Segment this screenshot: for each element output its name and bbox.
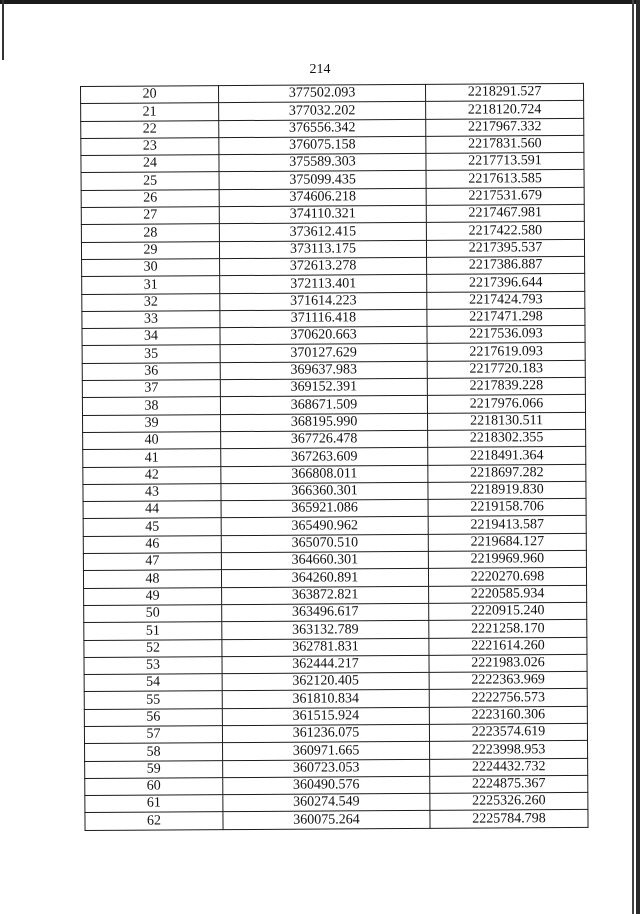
coordinates-table <box>80 83 589 831</box>
y-coordinate-cell: 2217467.981 <box>426 205 584 223</box>
x-coordinate-cell: 364260.891 <box>221 569 428 588</box>
point-number-cell: 55 <box>84 691 222 709</box>
x-coordinate-cell: 368671.509 <box>220 396 427 415</box>
y-coordinate-cell: 2217531.679 <box>426 187 584 205</box>
y-coordinate-cell: 2217424.793 <box>427 291 585 309</box>
point-number-cell: 61 <box>85 795 223 813</box>
y-coordinate-cell: 2223998.953 <box>430 741 588 759</box>
y-coordinate-cell: 2218697.282 <box>428 464 586 482</box>
y-coordinate-cell: 2219969.960 <box>428 550 586 568</box>
y-coordinate-cell: 2217720.183 <box>427 360 585 378</box>
y-coordinate-cell: 2218130.511 <box>428 412 586 430</box>
x-coordinate-cell: 360490.576 <box>223 776 430 795</box>
point-number-cell: 39 <box>83 414 221 432</box>
point-number-cell: 60 <box>85 778 223 796</box>
point-number-cell: 51 <box>84 622 222 640</box>
point-number-cell: 52 <box>84 639 222 657</box>
y-coordinate-cell: 2225326.260 <box>430 793 588 811</box>
y-coordinate-cell: 2219684.127 <box>428 533 586 551</box>
y-coordinate-cell: 2217471.298 <box>427 308 585 326</box>
x-coordinate-cell: 371116.418 <box>220 309 427 328</box>
y-coordinate-cell: 2223574.619 <box>429 723 587 741</box>
point-number-cell: 58 <box>85 743 223 761</box>
y-coordinate-cell: 2220915.240 <box>429 602 587 620</box>
point-number-cell: 44 <box>83 501 221 519</box>
table-row <box>85 810 588 830</box>
x-coordinate-cell: 366360.301 <box>221 482 428 501</box>
point-number-cell: 35 <box>82 345 220 363</box>
point-number-cell: 57 <box>84 726 222 744</box>
y-coordinate-cell: 2224875.367 <box>430 775 588 793</box>
point-number-cell: 42 <box>83 466 221 484</box>
x-coordinate-cell: 360971.665 <box>223 742 430 761</box>
x-coordinate-cell: 377502.093 <box>219 84 426 103</box>
point-number-cell: 56 <box>84 708 222 726</box>
point-number-cell: 41 <box>83 449 221 467</box>
scan-mark-right <box>632 0 634 914</box>
y-coordinate-cell: 2217967.332 <box>426 118 584 136</box>
y-coordinate-cell: 2224432.732 <box>430 758 588 776</box>
point-number-cell: 34 <box>82 328 220 346</box>
y-coordinate-cell: 2218120.724 <box>426 101 584 119</box>
scan-border-top <box>0 0 640 4</box>
x-coordinate-cell: 373612.415 <box>219 223 426 242</box>
point-number-cell: 29 <box>81 241 219 259</box>
y-coordinate-cell: 2220270.698 <box>428 568 586 586</box>
point-number-cell: 59 <box>85 760 223 778</box>
x-coordinate-cell: 376075.158 <box>219 136 426 155</box>
point-number-cell: 22 <box>81 120 219 138</box>
point-number-cell: 40 <box>83 432 221 450</box>
y-coordinate-cell: 2217713.591 <box>426 153 584 171</box>
y-coordinate-cell: 2221614.260 <box>429 637 587 655</box>
y-coordinate-cell: 2217831.560 <box>426 135 584 153</box>
y-coordinate-cell: 2217839.228 <box>427 377 585 395</box>
coordinates-table-body <box>81 83 589 830</box>
y-coordinate-cell: 2217386.887 <box>427 256 585 274</box>
y-coordinate-cell: 2221983.026 <box>429 654 587 672</box>
coordinates-table-wrapper <box>80 83 585 831</box>
x-coordinate-cell: 365921.086 <box>221 500 428 519</box>
x-coordinate-cell: 360075.264 <box>223 811 430 830</box>
y-coordinate-cell: 2217619.093 <box>427 343 585 361</box>
x-coordinate-cell: 362781.831 <box>222 638 429 657</box>
y-coordinate-cell: 2218302.355 <box>428 429 586 447</box>
y-coordinate-cell: 2217976.066 <box>427 395 585 413</box>
y-coordinate-cell: 2218919.830 <box>428 481 586 499</box>
y-coordinate-cell: 2221258.170 <box>429 620 587 638</box>
x-coordinate-cell: 367726.478 <box>221 430 428 449</box>
x-coordinate-cell: 362444.217 <box>222 655 429 674</box>
point-number-cell: 27 <box>81 207 219 225</box>
y-coordinate-cell: 2222363.969 <box>429 672 587 690</box>
y-coordinate-cell: 2225784.798 <box>430 810 588 828</box>
point-number-cell: 20 <box>81 86 219 104</box>
x-coordinate-cell: 360274.549 <box>223 794 430 813</box>
x-coordinate-cell: 364660.301 <box>221 551 428 570</box>
x-coordinate-cell: 363496.617 <box>222 603 429 622</box>
point-number-cell: 37 <box>82 380 220 398</box>
x-coordinate-cell: 365070.510 <box>221 534 428 553</box>
point-number-cell: 28 <box>81 224 219 242</box>
x-coordinate-cell: 363872.821 <box>222 586 429 605</box>
point-number-cell: 21 <box>81 103 219 121</box>
x-coordinate-cell: 369152.391 <box>220 378 427 397</box>
point-number-cell: 32 <box>82 293 220 311</box>
y-coordinate-cell: 2218491.364 <box>428 447 586 465</box>
x-coordinate-cell: 377032.202 <box>219 102 426 121</box>
x-coordinate-cell: 375099.435 <box>219 171 426 190</box>
x-coordinate-cell: 360723.053 <box>223 759 430 778</box>
point-number-cell: 25 <box>81 172 219 190</box>
point-number-cell: 36 <box>82 362 220 380</box>
point-number-cell: 31 <box>82 276 220 294</box>
y-coordinate-cell: 2219158.706 <box>428 499 586 517</box>
x-coordinate-cell: 374110.321 <box>219 205 426 224</box>
y-coordinate-cell: 2219413.587 <box>428 516 586 534</box>
point-number-cell: 50 <box>84 605 222 623</box>
point-number-cell: 53 <box>84 656 222 674</box>
x-coordinate-cell: 362120.405 <box>222 672 429 691</box>
y-coordinate-cell: 2217536.093 <box>427 326 585 344</box>
point-number-cell: 45 <box>83 518 221 536</box>
y-coordinate-cell: 2220585.934 <box>429 585 587 603</box>
x-coordinate-cell: 363132.789 <box>222 621 429 640</box>
point-number-cell: 38 <box>82 397 220 415</box>
point-number-cell: 46 <box>83 535 221 553</box>
x-coordinate-cell: 367263.609 <box>221 448 428 467</box>
point-number-cell: 33 <box>82 311 220 329</box>
y-coordinate-cell: 2223160.306 <box>429 706 587 724</box>
point-number-cell: 24 <box>81 155 219 173</box>
x-coordinate-cell: 368195.990 <box>221 413 428 432</box>
page-number: 214 <box>309 62 331 77</box>
point-number-cell: 49 <box>84 587 222 605</box>
y-coordinate-cell: 2217422.580 <box>426 222 584 240</box>
x-coordinate-cell: 370620.663 <box>220 327 427 346</box>
scan-mark-left <box>2 0 4 60</box>
x-coordinate-cell: 361515.924 <box>222 707 429 726</box>
point-number-cell: 30 <box>82 259 220 277</box>
x-coordinate-cell: 361236.075 <box>222 724 429 743</box>
x-coordinate-cell: 372613.278 <box>220 257 427 276</box>
point-number-cell: 62 <box>85 812 223 830</box>
x-coordinate-cell: 373113.175 <box>219 240 426 259</box>
x-coordinate-cell: 370127.629 <box>220 344 427 363</box>
scan-border-right <box>636 0 640 914</box>
y-coordinate-cell: 2217396.644 <box>427 274 585 292</box>
x-coordinate-cell: 374606.218 <box>219 188 426 207</box>
point-number-cell: 48 <box>83 570 221 588</box>
x-coordinate-cell: 375589.303 <box>219 154 426 173</box>
x-coordinate-cell: 369637.983 <box>220 361 427 380</box>
point-number-cell: 26 <box>81 189 219 207</box>
x-coordinate-cell: 365490.962 <box>221 517 428 536</box>
x-coordinate-cell: 361810.834 <box>222 690 429 709</box>
y-coordinate-cell: 2222756.573 <box>429 689 587 707</box>
y-coordinate-cell: 2218291.527 <box>425 83 583 101</box>
point-number-cell: 23 <box>81 138 219 156</box>
y-coordinate-cell: 2217613.585 <box>426 170 584 188</box>
x-coordinate-cell: 366808.011 <box>221 465 428 484</box>
point-number-cell: 47 <box>83 553 221 571</box>
point-number-cell: 54 <box>84 674 222 692</box>
x-coordinate-cell: 371614.223 <box>220 292 427 311</box>
x-coordinate-cell: 376556.342 <box>219 119 426 138</box>
y-coordinate-cell: 2217395.537 <box>426 239 584 257</box>
x-coordinate-cell: 372113.401 <box>220 275 427 294</box>
point-number-cell: 43 <box>83 483 221 501</box>
